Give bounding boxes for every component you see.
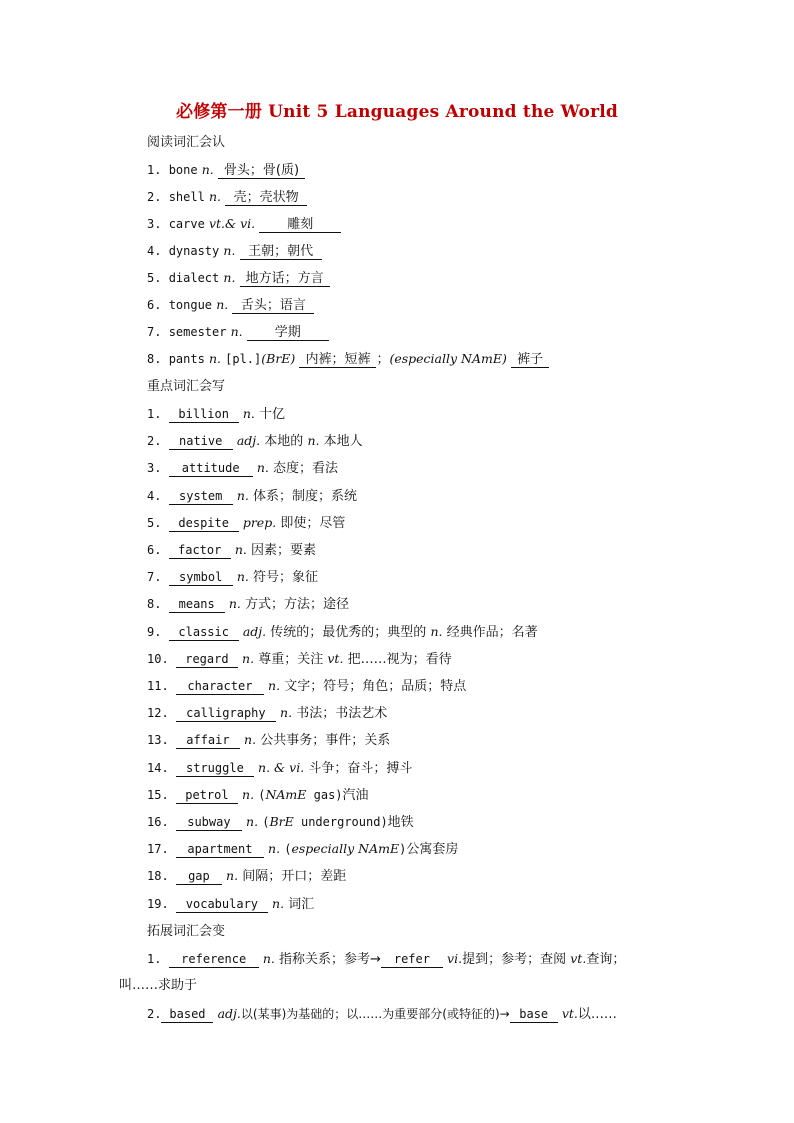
- part-of-speech: n.: [208, 189, 221, 204]
- list-item: [147, 703, 387, 724]
- meaning: 即使；尽管: [280, 515, 346, 531]
- list-item: [147, 268, 330, 289]
- answer-blank: petrol: [176, 788, 238, 804]
- item-number: 15.: [147, 787, 176, 802]
- list-item: [147, 622, 538, 643]
- item-number: 13.: [147, 733, 176, 748]
- part-of-speech: n.: [272, 895, 285, 911]
- section-heading-derivation: 拓展词汇会变: [147, 924, 226, 939]
- item-number: 8.: [147, 352, 169, 366]
- note-text: ): [399, 842, 407, 857]
- answer-blank: symbol: [169, 570, 233, 586]
- meaning: 查询；: [586, 952, 626, 967]
- list-item: [147, 486, 357, 507]
- item-number: 5.: [147, 271, 169, 285]
- meaning: 本地的: [264, 434, 304, 450]
- item-number: 12.: [147, 706, 176, 721]
- part-of-speech: vt.: [561, 1006, 578, 1021]
- part-of-speech: n.: [242, 650, 255, 666]
- meaning: 把……视为；看待: [347, 651, 452, 667]
- part-of-speech: n.: [242, 786, 255, 802]
- list-item: [147, 214, 341, 235]
- item-number: 19.: [147, 896, 176, 911]
- meaning: 尊重；关注: [258, 651, 324, 667]
- list-item: [147, 812, 414, 833]
- answer-blank: struggle: [176, 761, 254, 777]
- list-item: [147, 839, 458, 860]
- vocab-word: pants: [168, 352, 205, 366]
- item-number: 5.: [147, 515, 169, 530]
- item-number: 18.: [147, 869, 176, 884]
- part-of-speech: n.: [223, 243, 236, 258]
- part-of-speech: prep.: [242, 514, 277, 530]
- meaning: 词汇: [288, 896, 315, 912]
- bracket-note: [pl.]: [225, 352, 262, 366]
- list-item: [147, 160, 305, 181]
- page-title: 必修第一册 Unit 5 Languages Around the World: [176, 102, 618, 122]
- meaning: 符号；象征: [253, 570, 319, 586]
- list-item: [147, 458, 338, 479]
- part-of-speech: n.: [236, 569, 249, 585]
- region-note: NAmE: [265, 786, 307, 802]
- part-of-speech: n.: [201, 162, 214, 177]
- item-number: 4.: [147, 244, 169, 258]
- list-item: [147, 295, 314, 316]
- meaning: 公共事务；事件；关系: [260, 733, 391, 749]
- list-item: [147, 567, 318, 588]
- answer-blank: character: [176, 679, 264, 695]
- item-number: 1.: [147, 407, 169, 421]
- vocab-word: dynasty: [168, 244, 220, 258]
- meaning: 书法；书法艺术: [296, 706, 388, 722]
- answer-blank: regard: [176, 652, 238, 668]
- item-number: 8.: [147, 597, 169, 612]
- answer-blank: 壳；壳状物: [225, 190, 307, 206]
- answer-blank: reference: [169, 952, 259, 968]
- region-note: especially NAmE: [291, 841, 400, 857]
- answer-blank: 地方话；方言: [240, 271, 330, 287]
- note-text: gas): [306, 787, 343, 802]
- meaning: 传统的；最优秀的；典型的: [270, 624, 427, 640]
- continuation-text: 叫……求助于: [119, 978, 198, 993]
- list-item: [147, 540, 316, 561]
- part-of-speech: n.: [223, 270, 236, 285]
- meaning: 本地人: [323, 434, 363, 450]
- part-of-speech: n.: [226, 868, 239, 884]
- answer-blank: 内裤；短裤: [299, 352, 376, 368]
- list-item: [147, 1004, 617, 1025]
- section-heading-reading: 阅读词汇会认: [147, 135, 226, 150]
- answer-blank: vocabulary: [176, 897, 268, 913]
- item-number: 9.: [147, 624, 169, 639]
- vocab-word: semester: [168, 325, 227, 339]
- meaning: 以……: [577, 1007, 617, 1022]
- meaning: 指称关系；参考→: [279, 952, 381, 967]
- item-number: 3.: [147, 461, 169, 476]
- item-number: 11.: [147, 679, 176, 693]
- item-number: 2.: [147, 1007, 162, 1021]
- answer-blank: attitude: [169, 461, 253, 477]
- list-item: [147, 894, 314, 915]
- part-of-speech: n. & vi.: [258, 759, 305, 775]
- answer-blank: based: [161, 1007, 213, 1023]
- item-number: 2.: [147, 434, 169, 449]
- part-of-speech: adj.: [236, 433, 261, 449]
- answer-blank: native: [169, 434, 233, 450]
- answer-blank: 裤子: [511, 352, 549, 368]
- item-number: 6.: [147, 543, 169, 557]
- answer-blank: affair: [176, 733, 240, 749]
- list-item: [147, 730, 390, 751]
- part-of-speech: n.: [262, 951, 275, 966]
- part-of-speech: vt.& vi.: [208, 216, 256, 231]
- meaning: 汽油: [342, 787, 369, 803]
- part-of-speech: vt.: [570, 951, 587, 966]
- list-item: [147, 431, 363, 452]
- item-number: 1.: [147, 952, 169, 966]
- meaning: 体系；制度；系统: [253, 488, 358, 504]
- part-of-speech: n.: [208, 351, 221, 366]
- answer-blank: system: [169, 489, 233, 505]
- answer-blank: 舌头；语言: [232, 298, 314, 314]
- item-number: 6.: [147, 298, 169, 312]
- vocab-word: bone: [168, 163, 198, 177]
- part-of-speech: n.: [234, 542, 247, 557]
- part-of-speech: n.: [230, 324, 243, 339]
- note-bracket: (: [284, 842, 292, 857]
- item-number: 7.: [147, 325, 169, 339]
- answer-blank: 骨头；骨(质): [218, 163, 305, 179]
- item-number: 7.: [147, 570, 169, 585]
- part-of-speech: n.: [430, 623, 443, 639]
- item-number: 4.: [147, 488, 169, 503]
- meaning: 提到；参考；查阅: [462, 952, 567, 967]
- note-bracket: (: [262, 815, 270, 829]
- meaning: 以(某事)为基础的；以……为重要部分(或特征的)→: [240, 1007, 510, 1021]
- list-item: [147, 404, 285, 425]
- list-item: [147, 676, 466, 697]
- list-item: [147, 594, 349, 615]
- list-item: [147, 187, 307, 208]
- meaning: 因素；要素: [251, 543, 317, 558]
- answer-blank: apartment: [176, 842, 264, 858]
- vocab-word: shell: [168, 190, 205, 204]
- meaning: 间隔；开口；差距: [242, 869, 347, 885]
- list-item: [147, 785, 369, 806]
- separator: ；: [376, 352, 390, 367]
- part-of-speech: n.: [236, 487, 249, 503]
- section-heading-writing: 重点词汇会写: [147, 379, 226, 394]
- list-item: [147, 758, 412, 779]
- item-number: 14.: [147, 760, 176, 775]
- part-of-speech: n.: [216, 297, 229, 312]
- region-note: (especially NAmE): [389, 351, 507, 366]
- meaning: 地铁: [387, 815, 414, 830]
- answer-blank: calligraphy: [176, 706, 276, 722]
- answer-blank: gap: [176, 869, 222, 885]
- list-item: [147, 349, 549, 370]
- vocab-word: dialect: [168, 271, 220, 285]
- part-of-speech: n.: [268, 678, 281, 693]
- answer-blank: factor: [169, 543, 231, 559]
- list-item: [147, 949, 625, 970]
- answer-blank: refer: [381, 952, 443, 968]
- part-of-speech: n.: [268, 841, 281, 857]
- part-of-speech: n.: [242, 406, 255, 421]
- meaning: 公寓套房: [406, 842, 459, 858]
- list-item: [147, 649, 452, 670]
- part-of-speech: n.: [246, 814, 259, 829]
- answer-blank: classic: [169, 625, 239, 641]
- note-bracket: (: [258, 787, 266, 802]
- part-of-speech: n.: [244, 732, 257, 748]
- meaning: 方式；方法；途径: [245, 597, 350, 613]
- list-item: [147, 866, 346, 887]
- item-number: 10.: [147, 651, 176, 666]
- item-number: 16.: [147, 815, 176, 829]
- meaning: 经典作品；名著: [446, 624, 538, 640]
- item-number: 3.: [147, 217, 169, 231]
- answer-blank: despite: [169, 516, 239, 532]
- item-number: 2.: [147, 190, 169, 204]
- region-note: BrE: [269, 814, 294, 829]
- part-of-speech: vt.: [327, 650, 344, 666]
- answer-blank: 雕刻: [259, 217, 341, 233]
- answer-blank: 学期: [247, 325, 329, 341]
- part-of-speech: n.: [307, 433, 320, 449]
- answer-blank: means: [169, 597, 225, 613]
- meaning: 斗争；奋斗；搏斗: [308, 760, 413, 776]
- meaning: 态度；看法: [273, 461, 339, 477]
- part-of-speech: adj.: [217, 1006, 241, 1021]
- list-item: [147, 322, 329, 343]
- answer-blank: billion: [169, 407, 239, 423]
- meaning: 文字；符号；角色；品质；特点: [284, 679, 467, 694]
- vocab-word: tongue: [168, 298, 213, 312]
- part-of-speech: vi.: [447, 951, 463, 966]
- note-text: underground): [293, 815, 388, 829]
- vocab-word: carve: [168, 217, 205, 231]
- list-item: [147, 241, 322, 262]
- item-number: 17.: [147, 842, 176, 857]
- answer-blank: base: [510, 1007, 558, 1023]
- answer-blank: 王朝；朝代: [240, 244, 322, 260]
- part-of-speech: n.: [280, 705, 293, 721]
- item-number: 1.: [147, 163, 169, 177]
- answer-blank: subway: [176, 815, 242, 831]
- part-of-speech: n.: [256, 460, 269, 476]
- part-of-speech: n.: [228, 596, 241, 612]
- part-of-speech: adj.: [242, 623, 267, 639]
- list-item: [147, 513, 345, 534]
- region-note: (BrE): [261, 351, 296, 366]
- meaning: 十亿: [259, 407, 286, 422]
